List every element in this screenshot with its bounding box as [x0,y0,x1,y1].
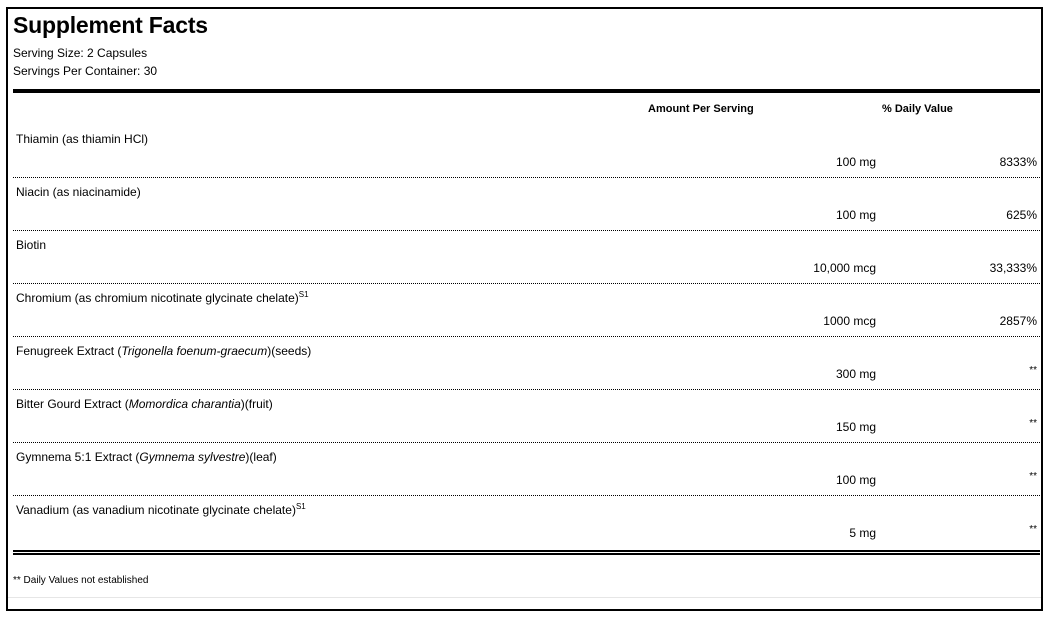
panel-title: Supplement Facts [13,12,208,38]
ingredient-amount: 5 mg [849,526,876,540]
serving-size: Serving Size: 2 Capsules [13,46,148,60]
ingredient-name: Thiamin (as thiamin HCl) [16,132,149,146]
header-daily-value: % Daily Value [882,103,953,115]
double-divider [13,550,1040,555]
ingredient-daily-value: 33,333% [989,261,1037,275]
ingredient-name: Niacin (as niacinamide) [16,185,141,199]
ingredient-name: Gymnema 5:1 Extract (Gymnema sylvestre)(leaf) [16,450,277,464]
table-row [13,390,1040,443]
table-row [13,125,1040,178]
ingredient-amount: 300 mg [835,367,876,381]
bottom-divider [8,597,1041,598]
ingredient-daily-value: ** [1029,365,1037,376]
ingredient-name: Vanadium (as vanadium nicotinate glycinate chelate)$^{S1}$ [16,502,306,517]
ingredient-amount: 10,000 mcg [813,261,876,275]
ingredient-daily-value: ** [1029,418,1037,429]
ingredient-daily-value: ** [1029,471,1037,482]
ingredient-amount: 100 mg [835,473,876,487]
thick-divider [13,89,1040,93]
ingredient-name: Chromium (as chromium nicotinate glycinate chelate)$^{S1}$ [16,290,309,305]
ingredient-name: Biotin [16,238,47,252]
table-row [13,231,1040,284]
ingredient-name: Bitter Gourd Extract (Momordica charantia)(fruit) [16,397,273,411]
header-amount-per-serving: Amount Per Serving [648,103,754,115]
servings-per-container: Servings Per Container: 30 [13,64,158,78]
ingredient-daily-value: 8333% [999,155,1037,169]
ingredient-amount: 1000 mcg [823,314,876,328]
ingredient-daily-value: 625% [1006,208,1037,222]
table-row [13,284,1040,337]
supplement-facts-panel [6,7,1043,611]
ingredient-amount: 150 mg [835,420,876,434]
table-row [13,496,1040,549]
table-row [13,443,1040,496]
table-row [13,337,1040,390]
ingredient-daily-value: 2857% [999,314,1037,328]
ingredient-daily-value: ** [1029,524,1037,535]
ingredient-name: Fenugreek Extract (Trigonella foenum-graecum)(seeds) [16,344,312,358]
ingredient-amount: 100 mg [835,155,876,169]
ingredient-amount: 100 mg [835,208,876,222]
daily-values-footnote: ** Daily Values not established [13,575,149,586]
table-row [13,178,1040,231]
